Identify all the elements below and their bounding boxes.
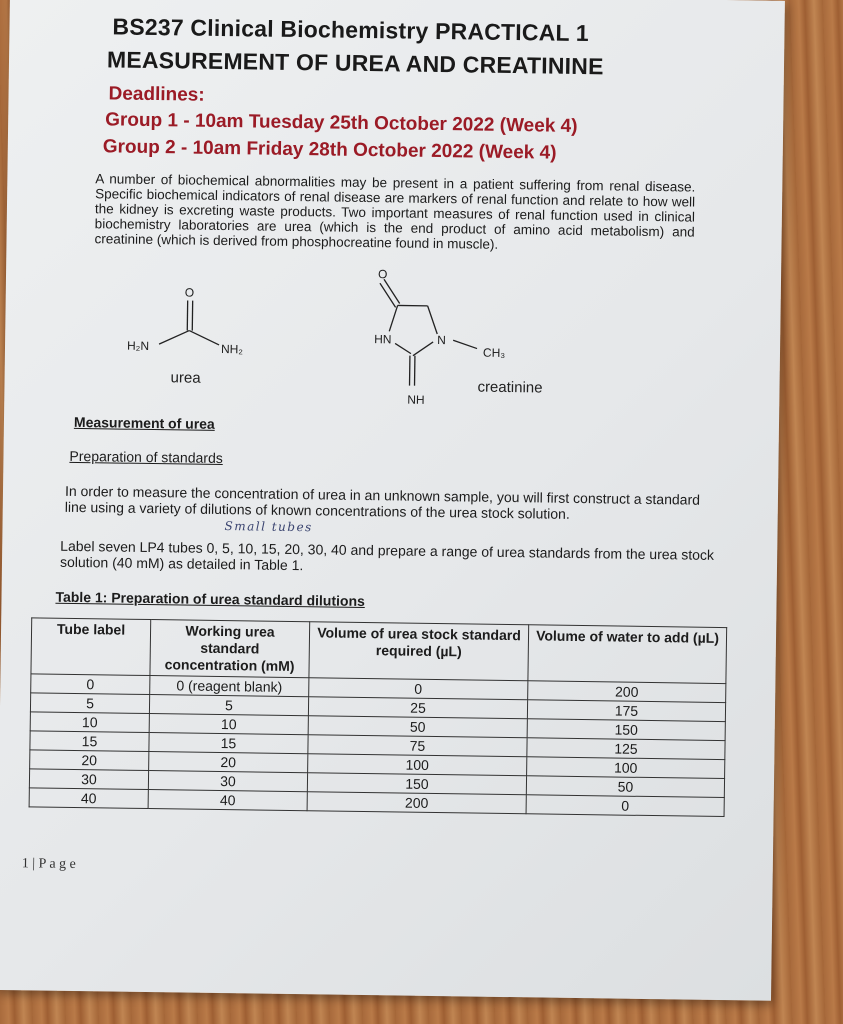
page-number: 1 | P a g e [21, 856, 76, 873]
tubes-paragraph: Label seven LP4 tubes 0, 5, 10, 15, 20, 30, 40 and prepare a range of urea standards from the urea stock solution (40 mM) as detailed in Table 1. [59, 537, 715, 574]
header-working-concentration: Working urea standard concentration (mM) [150, 620, 310, 678]
table-cell-conc: 15 [149, 733, 308, 754]
table-cell-water: 150 [527, 719, 725, 741]
header-stock-volume: Volume of urea stock standard required (µL) [309, 622, 529, 681]
title-line-1: BS237 Clinical Biochemistry PRACTICAL 1 [112, 13, 590, 47]
table-cell-conc: 5 [149, 695, 308, 716]
standards-paragraph: In order to measure the concentration of urea in an unknown sample, you will first construct a standard line using a variety of dilutions of known concentrations of the urea stock solution. [64, 482, 701, 522]
creatinine-ch3-label: CH₃ [482, 345, 506, 360]
urea-dilutions-table [29, 617, 728, 817]
deadlines-heading: Deadlines: [108, 83, 205, 106]
table-cell-stock: 150 [307, 773, 526, 795]
table-cell-tube: 20 [30, 750, 149, 771]
table-cell-tube: 30 [29, 769, 148, 790]
table-cell-stock: 75 [308, 735, 527, 757]
section-subheading: Preparation of standards [69, 447, 223, 467]
creatinine-structure-diagram [364, 265, 516, 397]
table-cell-tube: 40 [29, 788, 148, 809]
table-cell-conc: 30 [148, 771, 307, 792]
header-water-volume: Volume of water to add (µL) [528, 625, 727, 684]
deadline-group-2: Group 2 - 10am Friday 28th October 2022 (Week 4) [102, 136, 557, 164]
table-cell-tube: 15 [30, 731, 149, 752]
creatinine-n-label: N [437, 332, 446, 348]
table-cell-tube: 5 [30, 693, 149, 714]
urea-oxygen-label: O [184, 285, 195, 300]
table-cell-conc: 10 [149, 714, 308, 735]
handwritten-note: Small tubes [224, 519, 313, 535]
table-body [29, 674, 726, 817]
creatinine-oxygen-label: O [377, 267, 388, 282]
table-cell-conc: 0 (reagent blank) [150, 676, 309, 697]
table-header-row [31, 618, 727, 684]
urea-h2n-label: H₂N [126, 338, 150, 353]
section-heading: Measurement of urea [73, 413, 215, 432]
urea-name: urea [170, 369, 201, 387]
header-tube-label: Tube label [31, 618, 151, 676]
deadline-group-1: Group 1 - 10am Tuesday 25th October 2022 (Week 4) [105, 109, 578, 137]
intro-paragraph: A number of biochemical abnormalities may be present in a patient suffering from renal disease. Specific biochemical indicators of renal disease are markers of renal function and relate to how well the kidney is excreting waste products. Two important measures of renal function used in clinical biochemistry laboratories are urea (which is the end product of amino acid metabolism) and creatinine (which is derived from phosphocreatine found in muscle). [94, 171, 696, 252]
creatinine-name: creatinine [477, 378, 543, 397]
table-cell-tube: 0 [31, 674, 150, 695]
urea-nh2-label: NH₂ [220, 341, 244, 357]
table-cell-water: 0 [526, 795, 724, 817]
table-cell-stock: 200 [307, 792, 526, 814]
table-cell-conc: 40 [148, 790, 307, 811]
table-caption: Table 1: Preparation of urea standard dilutions [55, 588, 365, 610]
table-cell-stock: 0 [309, 678, 528, 700]
table-cell-conc: 20 [149, 752, 308, 773]
table-cell-stock: 50 [308, 716, 527, 738]
title-line-2: MEASUREMENT OF UREA AND CREATININE [106, 46, 604, 80]
table-cell-stock: 25 [308, 697, 527, 719]
table-cell-water: 125 [527, 738, 725, 760]
creatinine-hn-label: HN [374, 332, 392, 347]
table-cell-water: 200 [528, 681, 726, 703]
table-cell-stock: 100 [308, 754, 527, 776]
table-cell-water: 50 [526, 776, 724, 798]
table-cell-tube: 10 [30, 712, 149, 733]
table-cell-water: 100 [527, 757, 725, 779]
table-cell-water: 175 [527, 700, 725, 722]
creatinine-nh-label: NH [407, 392, 425, 407]
